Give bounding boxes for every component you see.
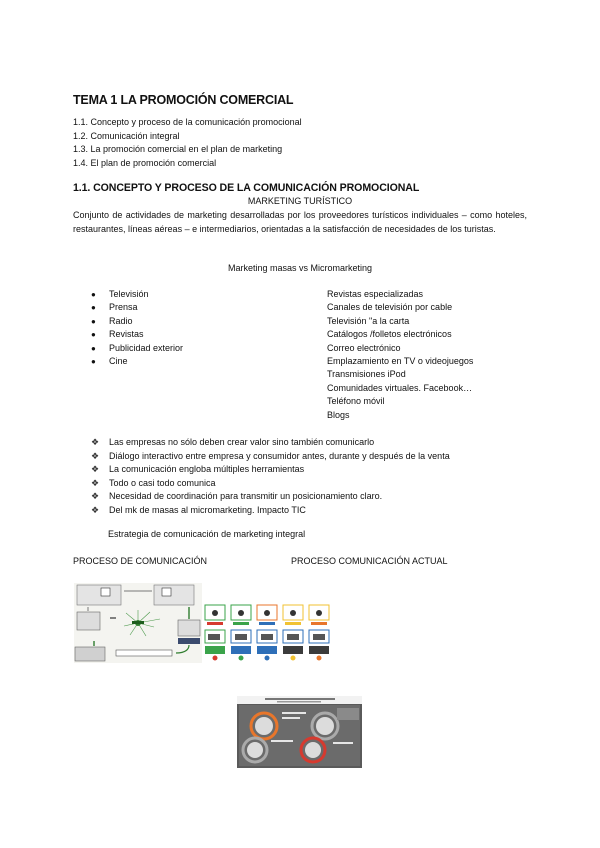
current-communication-figure [204, 604, 339, 662]
bullet-icon: ● [91, 303, 96, 313]
list-item: ● Revistas [91, 328, 183, 341]
list-item: ● Radio [91, 315, 183, 328]
mass-media-list [91, 288, 183, 368]
list-item: Televisión "a la carta [327, 315, 410, 326]
section-subtitle: MARKETING TURÍSTICO [247, 196, 353, 206]
definition-paragraph: Conjunto de actividades de marketing desarrolladas por los proveedores turísticos individuales – como hoteles, restaurantes, líneas aéreas – e intermediarios, orientadas a la satisfacción de necesidades de los turistas. [73, 210, 527, 234]
list-item: ● Publicidad exterior [91, 342, 183, 355]
list-item: Blogs [327, 409, 350, 420]
process-label: PROCESO DE COMUNICACIÓN [73, 556, 208, 566]
diamond-bullet-icon: ❖ [91, 437, 100, 447]
diamond-bullet-icon: ❖ [91, 491, 100, 501]
section-heading: 1.1. CONCEPTO Y PROCESO DE LA COMUNICACIÓN PROMOCIONAL [73, 182, 420, 194]
list-item: Teléfono móvil [327, 396, 385, 407]
bullet-icon: ● [91, 357, 96, 367]
toc-item: 1.1. Concepto y proceso de la comunicación promocional [73, 117, 302, 127]
bullet-icon: ● [91, 290, 96, 299]
strategy-caption: Estrategia de comunicación de marketing integral [108, 529, 306, 539]
bullet-icon: ● [91, 316, 96, 326]
list-item: ● Televisión [91, 288, 183, 301]
list-item: Comunidades virtuales. Facebook… [327, 382, 473, 393]
diamond-bullet-icon: ❖ [91, 464, 100, 474]
integrated-communication-figure [237, 696, 362, 768]
key-points-list [91, 436, 450, 517]
bullet-icon: ● [91, 330, 96, 340]
list-item: ❖ Todo o casi todo comunica [91, 477, 450, 491]
list-item: ❖ Necesidad de coordinación para transmitir un posicionamiento claro. [91, 490, 450, 504]
list-item: ❖ Diálogo interactivo entre empresa y consumidor antes, durante y después de la venta [91, 450, 450, 464]
diamond-bullet-icon: ❖ [91, 450, 100, 461]
list-item: ❖ La comunicación engloba múltiples herramientas [91, 463, 450, 477]
list-item: Transmisiones iPod [327, 369, 406, 380]
list-item: Emplazamiento en TV o videojuegos [327, 356, 474, 367]
list-item: ❖ Del mk de masas al micromarketing. Impacto TIC [91, 504, 450, 518]
channel-row-middle [205, 630, 329, 643]
list-item: Catálogos /folletos electrónicos [327, 329, 452, 340]
toc-item: 1.2. Comunicación integral [73, 130, 180, 141]
diamond-bullet-icon: ❖ [91, 477, 100, 488]
diamond-bullet-icon: ❖ [91, 504, 100, 515]
toc-item: 1.4. El plan de promoción comercial [73, 157, 217, 168]
communication-process-figure [74, 583, 202, 663]
table-of-contents [73, 116, 302, 170]
list-item: ● Prensa [91, 301, 183, 314]
page-title: TEMA 1 LA PROMOCIÓN COMERCIAL [73, 93, 294, 107]
bullet-icon: ● [91, 343, 96, 353]
list-item: Canales de televisión por cable [327, 302, 453, 313]
comparison-title: Marketing masas vs Micromarketing [227, 263, 373, 273]
list-item: ❖ Las empresas no sólo deben crear valor sino también comunicarlo [91, 436, 450, 450]
list-item: Revistas especializadas [327, 289, 424, 299]
micro-media-list [327, 288, 473, 422]
process-current-label: PROCESO COMUNICACIÓN ACTUAL [291, 556, 448, 566]
toc-item: 1.3. La promoción comercial en el plan de marketing [73, 144, 283, 155]
list-item: Correo electrónico [327, 342, 401, 353]
list-item: ● Cine [91, 355, 183, 368]
